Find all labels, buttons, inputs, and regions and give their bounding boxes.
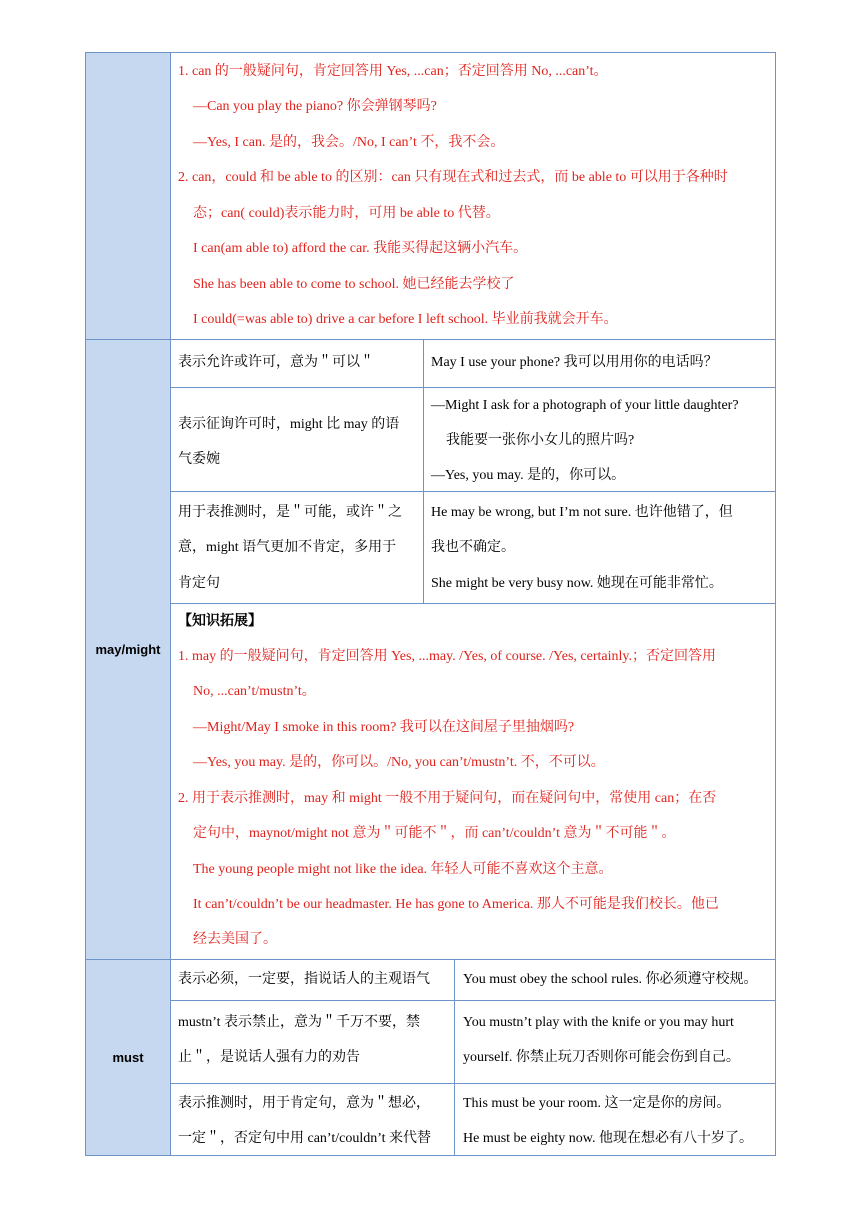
can-notes: [171, 53, 775, 339]
divider: [171, 603, 775, 604]
usage-description: 用于表推测时，是＂可能，或许＂之: [178, 505, 402, 520]
divider: [171, 1000, 775, 1001]
usage-example: He may be wrong, but I’m not sure. 也许他错了，但: [431, 505, 733, 520]
row-label-must: must: [86, 960, 171, 1155]
row-label-can: [86, 53, 171, 339]
usage-example: 我能要一张你小女儿的照片吗?: [446, 433, 635, 448]
row-may-might: [86, 340, 775, 959]
usage-example: He must be eighty now. 他现在想必有八十岁了。: [463, 1131, 753, 1146]
usage-description: 意，might 语气更加不肯定，多用于: [178, 540, 397, 555]
extension-line: 经去美国了。: [193, 932, 277, 947]
can-note-line: 1. can 的一般疑问句，肯定回答用 Yes, ...can；否定回答用 No, ...can’t。: [178, 64, 608, 79]
must-content: [171, 960, 775, 1155]
usage-description: 表示征询许可时，might 比 may 的语: [178, 417, 400, 432]
extension-line: —Might/May I smoke in this room? 我可以在这间屋子里抽烟吗?: [193, 720, 575, 735]
grammar-table: [85, 52, 776, 1156]
can-note-line: She has been able to come to school. 她已经能去学校了: [193, 277, 515, 292]
usage-example: You must obey the school rules. 你必须遵守校规。: [463, 972, 758, 987]
usage-description: mustn’t 表示禁止，意为＂千万不要，禁: [178, 1015, 421, 1030]
extension-line: The young people might not like the idea. 年轻人可能不喜欢这个主意。: [193, 862, 613, 877]
usage-example: This must be your room. 这一定是你的房间。: [463, 1096, 731, 1111]
divider: [171, 387, 775, 388]
usage-example: 我也不确定。: [431, 540, 515, 555]
can-note-line: —Can you play the piano? 你会弹钢琴吗?: [193, 99, 437, 114]
extension-line: —Yes, you may. 是的，你可以。/No, you can’t/mustn’t. 不，不可以。: [193, 755, 605, 770]
usage-description: 肯定句: [178, 576, 220, 591]
can-note-line: I can(am able to) afford the car. 我能买得起这辆小汽车。: [193, 241, 528, 256]
row-label-may-might: may/might: [86, 340, 171, 959]
row-must: [86, 960, 775, 1155]
may-might-content: [171, 340, 775, 959]
usage-description: 一定＂，否定句中用 can’t/couldn’t 来代替: [178, 1131, 432, 1146]
extension-line: It can’t/couldn’t be our headmaster. He has gone to America. 那人不可能是我们校长。他已: [193, 897, 719, 912]
usage-description: 表示必须，一定要，指说话人的主观语气: [178, 972, 430, 987]
divider: [171, 491, 775, 492]
can-note-line: 2. can，could 和 be able to 的区别：can 只有现在式和过去式，而 be able to 可以用于各种时: [178, 170, 728, 185]
extension-line: 2. 用于表示推测时，may 和 might 一般不用于疑问句，而在疑问句中，常使用 can；在否: [178, 791, 717, 806]
usage-example: May I use your phone? 我可以用用你的电话吗？: [431, 355, 718, 370]
extension-line: 1. may 的一般疑问句，肯定回答用 Yes, ...may. /Yes, of course. /Yes, certainly.；否定回答用: [178, 649, 716, 664]
extension-title: 【知识拓展】: [178, 614, 262, 629]
can-note-line: 态；can( could)表示能力时，可用 be able to 代替。: [193, 206, 500, 221]
usage-example: —Might I ask for a photograph of your little daughter?: [431, 398, 739, 413]
column-divider: [423, 340, 424, 603]
usage-description: 表示允许或许可，意为＂可以＂: [178, 355, 374, 370]
usage-example: yourself. 你禁止玩刀否则你可能会伤到自己。: [463, 1050, 740, 1065]
usage-example: —Yes, you may. 是的，你可以。: [431, 468, 626, 483]
usage-description: 气委婉: [178, 452, 220, 467]
usage-example: She might be very busy now. 她现在可能非常忙。: [431, 576, 723, 591]
can-note-line: I could(=was able to) drive a car before I left school. 毕业前我就会开车。: [193, 312, 618, 327]
usage-example: You mustn’t play with the knife or you may hurt: [463, 1015, 734, 1030]
row-can: [86, 53, 775, 339]
extension-line: No, ...can’t/mustn’t。: [193, 684, 316, 699]
extension-line: 定句中，maynot/might not 意为＂可能不＂，而 can’t/couldn’t 意为＂不可能＂。: [193, 826, 676, 841]
can-note-line: —Yes, I can. 是的，我会。/No, I can’t 不，我不会。: [193, 135, 505, 150]
usage-description: 止＂，是说话人强有力的劝告: [178, 1050, 360, 1065]
usage-description: 表示推测时，用于肯定句，意为＂想必，: [178, 1096, 430, 1111]
column-divider: [454, 960, 455, 1155]
divider: [171, 1083, 775, 1084]
